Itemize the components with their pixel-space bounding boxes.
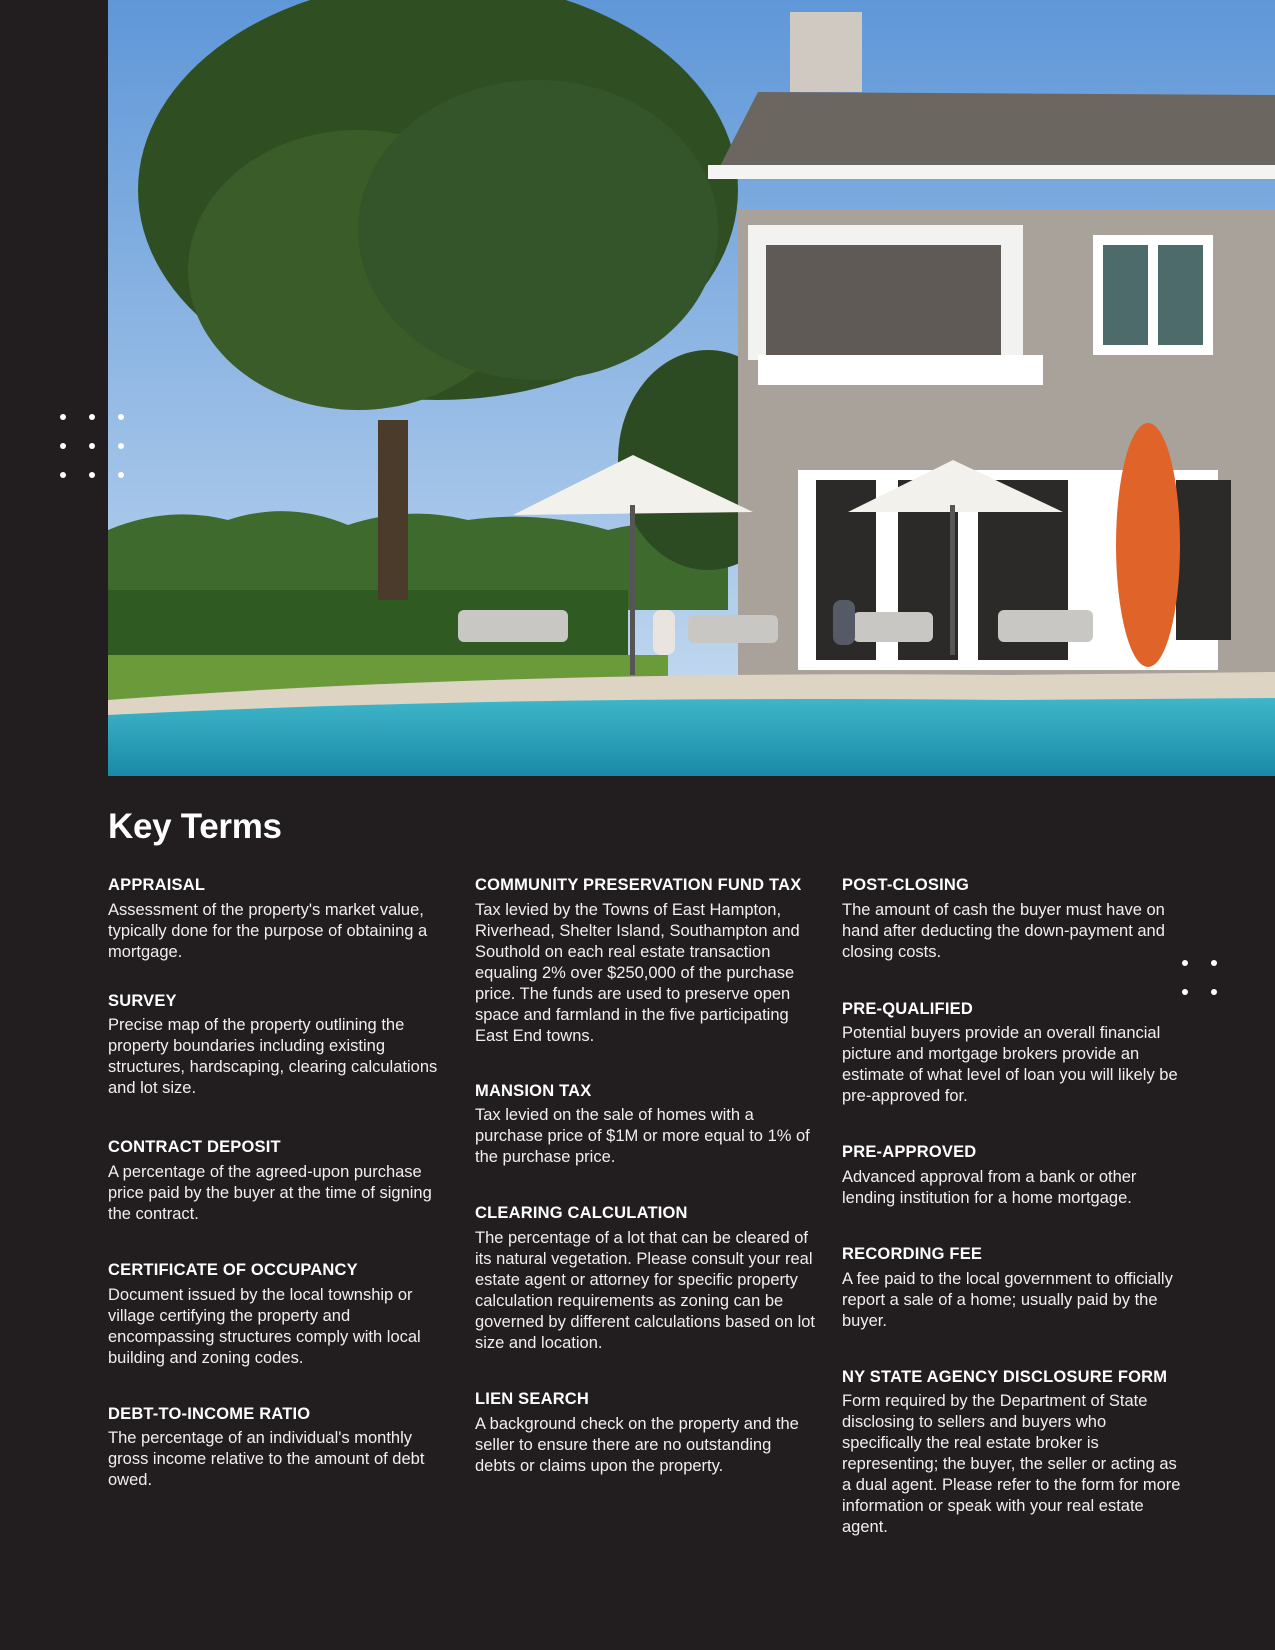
term-definition: Advanced approval from a bank or other lending institution for a home mortgage.: [842, 1167, 1137, 1207]
term-definition: The amount of cash the buyer must have on hand after deducting the down-payment and closing costs.: [842, 900, 1165, 961]
dot: [89, 414, 95, 420]
term-pre-qualified: [842, 999, 1182, 1108]
dot: [118, 414, 124, 420]
term-definition: The percentage of an individual's monthly gross income relative to the amount of debt owed.: [108, 1429, 425, 1490]
term-definition: Precise map of the property outlining the property boundaries including existing structures, hardscaping, clearing calculations and lot size.: [108, 1016, 438, 1098]
term-certificate-of-occupancy: [108, 1260, 448, 1369]
dot-grid-left: [60, 414, 130, 484]
term-mansion-tax: [475, 1081, 815, 1169]
dot: [1211, 960, 1217, 966]
term-debt-to-income-ratio: [108, 1404, 448, 1492]
term-contract-deposit: [108, 1137, 448, 1225]
dot: [1182, 960, 1188, 966]
term-heading: LIEN SEARCH: [475, 1389, 590, 1408]
term-heading: CONTRACT DEPOSIT: [108, 1138, 281, 1157]
term-post-closing: [842, 875, 1182, 963]
term-definition: Tax levied on the sale of homes with a purchase price of $1M or more equal to 1% of the purchase price.: [475, 1106, 810, 1167]
term-heading: PRE-APPROVED: [842, 1143, 977, 1162]
dot: [1182, 989, 1188, 995]
term-ny-state-agency-disclosure-form: [842, 1367, 1182, 1539]
terms-column-2: [475, 875, 815, 1507]
term-definition: Potential buyers provide an overall financial picture and mortgage brokers provide an estimate of what level of loan you will likely be pre-approved for.: [842, 1024, 1178, 1106]
page-title: Key Terms: [108, 807, 282, 846]
term-heading: CLEARING CALCULATION: [475, 1204, 688, 1223]
term-heading: NY STATE AGENCY DISCLOSURE FORM: [842, 1367, 1168, 1386]
term-heading: APPRAISAL: [108, 876, 206, 894]
dot: [118, 472, 124, 478]
term-heading: MANSION TAX: [475, 1081, 592, 1100]
term-survey: [108, 991, 448, 1100]
term-heading: RECORDING FEE: [842, 1244, 983, 1263]
dot: [1211, 989, 1217, 995]
term-heading: POST-CLOSING: [842, 876, 970, 894]
term-definition: Tax levied by the Towns of East Hampton, Riverhead, Shelter Island, Southampton and Southold on each real estate transaction equaling 2% over $250,000 of the purchase price. The funds are used to preserve open space and farmland in the five participating East End towns.: [475, 900, 800, 1045]
term-definition: The percentage of a lot that can be cleared of its natural vegetation. Please consult your real estate agent or attorney for specific property calculation requirements as zoning can be governed by different calculations based on lot size and location.: [475, 1228, 816, 1352]
term-clearing-calculation: [475, 1203, 815, 1354]
term-community-preservation-fund-tax: [475, 875, 815, 1047]
hero-photo: [108, 0, 1275, 776]
term-heading: PRE-QUALIFIED: [842, 999, 973, 1018]
dot: [60, 443, 66, 449]
dot: [89, 472, 95, 478]
dot: [89, 443, 95, 449]
term-heading: DEBT-TO-INCOME RATIO: [108, 1404, 311, 1423]
term-definition: Form required by the Department of State disclosing to sellers and buyers who specifically the real estate broker is representing; the buyer, the seller or acting as a dual agent. Please refer to the form for more information or speak with your real estate agent.: [842, 1392, 1181, 1537]
term-pre-approved: [842, 1142, 1182, 1209]
term-definition: Assessment of the property's market value, typically done for the purpose of obtaining a mortgage.: [108, 900, 428, 961]
term-definition: A percentage of the agreed-upon purchase price paid by the buyer at the time of signing the contract.: [108, 1162, 432, 1223]
dot: [118, 443, 124, 449]
term-definition: Document issued by the local township or village certifying the property and encompassing structures comply with local building and zoning codes.: [108, 1285, 421, 1367]
terms-column-3: [842, 875, 1182, 1568]
terms-column-1: [108, 875, 448, 1521]
term-definition: A fee paid to the local government to officially report a sale of a home; usually paid by the buyer.: [842, 1269, 1173, 1330]
term-definition: A background check on the property and the seller to ensure there are no outstanding debts or claims upon the property.: [475, 1414, 799, 1475]
dot: [60, 414, 66, 420]
dot: [60, 472, 66, 478]
dot-grid-right: [1182, 960, 1222, 1000]
term-appraisal: [108, 875, 448, 963]
term-lien-search: [475, 1389, 815, 1477]
term-recording-fee: [842, 1244, 1182, 1332]
term-heading: COMMUNITY PRESERVATION FUND TAX: [475, 876, 802, 894]
term-heading: CERTIFICATE OF OCCUPANCY: [108, 1260, 358, 1279]
term-heading: SURVEY: [108, 991, 177, 1010]
